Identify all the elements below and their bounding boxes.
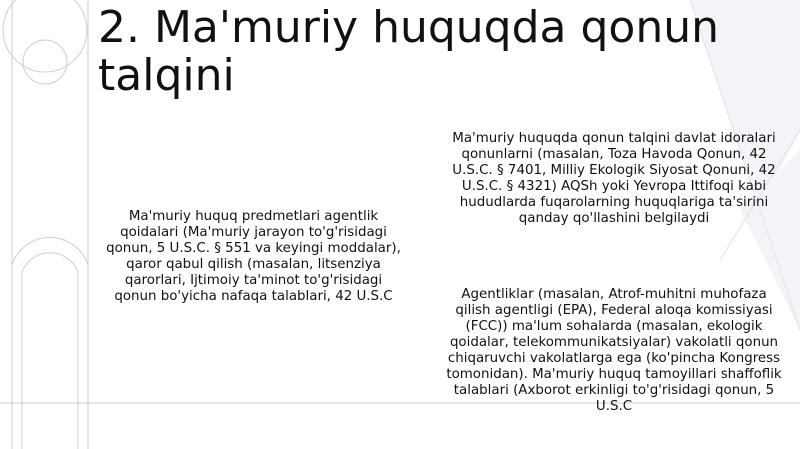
deco-arch-inner [22, 253, 78, 449]
slide-title: 2. Ma'muriy huquqda qonun talqini [98, 2, 719, 101]
deco-circle-small [23, 40, 67, 84]
deco-circle-top [3, 0, 87, 72]
right-paragraph-bottom: Agentliklar (masalan, Atrof-muhitni muhofaza qilish agentligi (EPA), Federal aloqa komissiyasi (FCC)) ma'lum sohalarda (masalan, ekologik qoidalar, telekommunikatsiyalar) vakolatli qonun chiqaruvchi vakolatlarga ega (ko'pincha Kongress tomonidan). Ma'muriy huquq tamoyillari shaffoflik talablari (Axborot erkinligi to'g'risidagi qonun, 5 U.S.C [446, 287, 782, 414]
left-paragraph: Ma'muriy huquq predmetlari agentlik qoidalari (Ma'muriy jarayon to'g'risidagi qonun, 5 U.S.C. § 551 va keyingi moddalar), qaror qabul qilish (masalan, litsenziya qarorlari, Ijtimoiy ta'minot to'g'risidagi qonun bo'yicha nafaqa talablari, 42 U.S.C [106, 209, 401, 304]
right-paragraph-top: Ma'muriy huquqda qonun talqini davlat idoralari qonunlarni (masalan, Toza Havoda Qonun, 42 U.S.C. § 7401, Milliy Ekologik Siyosat Qonuni, 42 U.S.C. § 4321) AQSh yoki Yevropa Ittifoqi kabi hududlarda fuqarolarning huquqlariga ta'sirini qanday qo'llashini belgilaydi [452, 131, 776, 226]
